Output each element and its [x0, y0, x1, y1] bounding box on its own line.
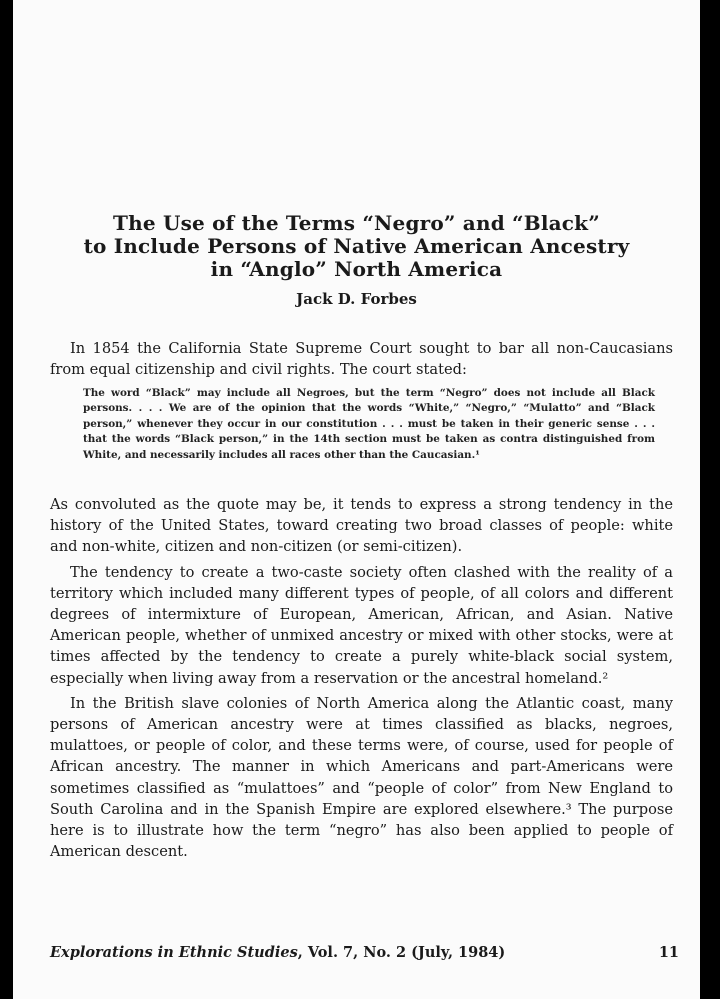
intro-paragraph: In 1854 the California State Supreme Court sought to bar all non-Caucasians from equal citizenship and civil rights. The court stated:	[50, 340, 673, 379]
journal-citation: , Vol. 7, No. 2 (July, 1984)	[297, 944, 506, 961]
article-title	[13, 212, 700, 281]
title-line: The Use of the Terms “Negro” and “Black”	[113, 211, 600, 235]
document-page	[13, 0, 700, 999]
paragraph-1: As convoluted as the quote may be, it tends to express a strong tendency in the history of the United States, toward creating two broad classes of people: white and non-white, citizen and non-citizen (or semi-citizen).	[50, 496, 673, 556]
block-quote: The word “Black” may include all Negroes, but the term “Negro” does not include all Black persons. . . . We are of the opinion that the words “White,” “Negro,” “Mulatto” and “Black person,” whenever they occur in our constitution . . . must be taken in their generic sense . . . that the words “Black person,” in the 14th section must be taken as contra distinguished from White, and necessarily includes all races other than the Caucasian.¹	[83, 387, 655, 461]
intro-block	[50, 338, 673, 380]
title-line: in “Anglo” North America	[210, 257, 503, 281]
page-footer	[50, 944, 679, 961]
body-text	[50, 494, 673, 862]
paragraph-2: The tendency to create a two-caste society often clashed with the reality of a territory which included many different types of people, of all colors and different degrees of intermixture of European, American, African, and Asian. Native American people, whether of unmixed ancestry or mixed with other stocks, were at times affected by the tendency to create a purely white-black social system, especially when living away from a reservation or the ancestral homeland.²	[50, 563, 673, 687]
paragraph-3: In the British slave colonies of North America along the Atlantic coast, many persons of American ancestry were at times classified as blacks, negroes, mulattoes, or people of color, and these terms were, of course, used for people of African ancestry. The manner in which Americans and part-Americans were sometimes classified as “mulattoes” and “people of color” from New England to South Carolina and in the Spanish Empire are explored elsewhere.³ The purpose here is to illustrate how the term “negro” has also been applied to people of American descent.	[50, 694, 673, 861]
journal-name: Explorations in Ethnic Studies	[50, 944, 298, 961]
author-name: Jack D. Forbes	[296, 290, 417, 308]
page-number: 11	[658, 944, 679, 961]
title-line: to Include Persons of Native American Ancestry	[83, 234, 630, 258]
